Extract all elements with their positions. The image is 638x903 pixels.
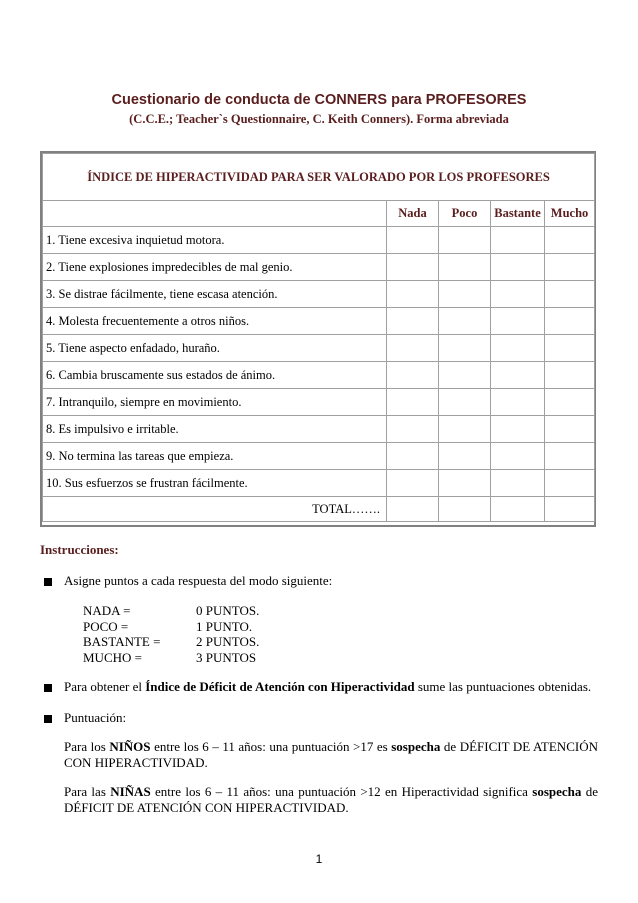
answer-cell-mucho[interactable] bbox=[545, 389, 595, 416]
answer-cell-nada[interactable] bbox=[387, 227, 439, 254]
answer-cell-nada[interactable] bbox=[387, 335, 439, 362]
table-header-row bbox=[43, 154, 595, 201]
text-segment: sume las puntuaciones obtenidas. bbox=[414, 679, 592, 694]
total-row bbox=[43, 497, 595, 522]
square-bullet-icon bbox=[44, 715, 52, 723]
text-segment: de DÉFICIT DE ATENCIÓN CON HIPERACTIVIDAD. bbox=[64, 784, 598, 815]
scale-value: 0 PUNTOS. bbox=[196, 603, 260, 618]
answer-cell-bastante[interactable] bbox=[491, 416, 545, 443]
item-label: 7. Intranquilo, siempre en movimiento. bbox=[43, 389, 387, 416]
document-title: Cuestionario de conducta de CONNERS para PROFESORES bbox=[111, 92, 527, 108]
answer-cell-poco[interactable] bbox=[439, 254, 491, 281]
item-label: 5. Tiene aspecto enfadado, huraño. bbox=[43, 335, 387, 362]
answer-cell-nada[interactable] bbox=[387, 308, 439, 335]
answer-cell-bastante[interactable] bbox=[491, 389, 545, 416]
answer-cell-nada[interactable] bbox=[387, 389, 439, 416]
table-row bbox=[43, 227, 595, 254]
item-label: 3. Se distrae fácilmente, tiene escasa atención. bbox=[43, 281, 387, 308]
answer-cell-mucho[interactable] bbox=[545, 281, 595, 308]
answer-cell-bastante[interactable] bbox=[491, 308, 545, 335]
table-row bbox=[43, 362, 595, 389]
square-bullet-icon bbox=[44, 684, 52, 692]
answer-cell-nada[interactable] bbox=[387, 254, 439, 281]
boys-scoring-paragraph bbox=[64, 739, 598, 771]
answer-cell-bastante[interactable] bbox=[491, 281, 545, 308]
document-subtitle: (C.C.E.; Teacher`s Questionnaire, C. Keith Conners). Forma abreviada bbox=[129, 112, 509, 126]
answer-cell-bastante[interactable] bbox=[491, 470, 545, 497]
item-label: 2. Tiene explosiones impredecibles de mal genio. bbox=[43, 254, 387, 281]
column-header-nada: Nada bbox=[387, 201, 439, 227]
boys-label-bold: NIÑOS bbox=[109, 739, 151, 754]
answer-cell-nada[interactable] bbox=[387, 281, 439, 308]
answer-cell-mucho[interactable] bbox=[545, 443, 595, 470]
scale-value: 3 PUNTOS bbox=[196, 649, 257, 665]
answer-cell-bastante[interactable] bbox=[491, 443, 545, 470]
answer-cell-mucho[interactable] bbox=[545, 416, 595, 443]
answer-cell-nada[interactable] bbox=[387, 416, 439, 443]
questionnaire-table bbox=[42, 153, 595, 522]
table-row bbox=[43, 443, 595, 470]
column-header-empty bbox=[43, 201, 387, 227]
scale-row bbox=[83, 603, 259, 619]
answer-cell-mucho[interactable] bbox=[545, 470, 595, 497]
answer-cell-mucho[interactable] bbox=[545, 308, 595, 335]
total-cell-mucho[interactable] bbox=[545, 497, 595, 522]
total-label: TOTAL……. bbox=[43, 497, 387, 522]
answer-cell-poco[interactable] bbox=[439, 227, 491, 254]
answer-cell-nada[interactable] bbox=[387, 470, 439, 497]
column-header-bastante: Bastante bbox=[491, 201, 545, 227]
table-row bbox=[43, 389, 595, 416]
table-row bbox=[43, 470, 595, 497]
text-segment: de DÉFICIT DE ATENCIÓN CON HIPERACTIVIDAD. bbox=[64, 739, 598, 770]
answer-cell-poco[interactable] bbox=[439, 470, 491, 497]
answer-cell-bastante[interactable] bbox=[491, 254, 545, 281]
answer-cell-poco[interactable] bbox=[439, 308, 491, 335]
answer-cell-bastante[interactable] bbox=[491, 335, 545, 362]
suspicion-bold: sospecha bbox=[532, 784, 582, 799]
page-number: 1 bbox=[315, 852, 323, 866]
suspicion-bold: sospecha bbox=[391, 739, 441, 754]
text-segment: entre los 6 – 11 años: una puntuación >17 es bbox=[150, 739, 392, 754]
answer-cell-nada[interactable] bbox=[387, 443, 439, 470]
table-header: ÍNDICE DE HIPERACTIVIDAD PARA SER VALORADO POR LOS PROFESORES bbox=[43, 154, 595, 201]
scale-value: 1 PUNTO. bbox=[196, 618, 253, 634]
index-name-bold: Índice de Déficit de Atención con Hiperactividad bbox=[145, 679, 415, 694]
girls-scoring-paragraph bbox=[64, 784, 598, 816]
answer-cell-mucho[interactable] bbox=[545, 362, 595, 389]
scale-row bbox=[83, 634, 259, 650]
total-cell-bastante[interactable] bbox=[491, 497, 545, 522]
answer-cell-bastante[interactable] bbox=[491, 227, 545, 254]
scale-row bbox=[83, 650, 259, 666]
answer-cell-poco[interactable] bbox=[439, 443, 491, 470]
table-row bbox=[43, 281, 595, 308]
scale-value: 2 PUNTOS. bbox=[196, 634, 260, 649]
instruction-scoring: Puntuación: bbox=[64, 710, 127, 725]
column-header-poco: Poco bbox=[439, 201, 491, 227]
questionnaire-table-frame bbox=[40, 151, 596, 527]
item-label: 9. No termina las tareas que empieza. bbox=[43, 443, 387, 470]
table-row bbox=[43, 416, 595, 443]
answer-cell-bastante[interactable] bbox=[491, 362, 545, 389]
text-segment: Para las bbox=[64, 784, 111, 799]
answer-cell-mucho[interactable] bbox=[545, 254, 595, 281]
item-label: 6. Cambia bruscamente sus estados de ánimo. bbox=[43, 362, 387, 389]
scale-key: NADA = bbox=[83, 603, 131, 618]
instruction-assign-points: Asigne puntos a cada respuesta del modo siguiente: bbox=[64, 573, 333, 588]
girls-label-bold: NIÑAS bbox=[110, 784, 151, 799]
text-segment: entre los 6 – 11 años: una puntuación >12 en Hiperactividad significa bbox=[150, 784, 533, 799]
item-label: 4. Molesta frecuentemente a otros niños. bbox=[43, 308, 387, 335]
answer-cell-poco[interactable] bbox=[439, 389, 491, 416]
item-label: 8. Es impulsivo e irritable. bbox=[43, 416, 387, 443]
text-segment: Para los bbox=[64, 739, 110, 754]
answer-cell-poco[interactable] bbox=[439, 335, 491, 362]
answer-cell-mucho[interactable] bbox=[545, 335, 595, 362]
instruction-sum-index bbox=[64, 679, 591, 695]
total-cell-poco[interactable] bbox=[439, 497, 491, 522]
item-label: 10. Sus esfuerzos se frustran fácilmente. bbox=[43, 470, 387, 497]
table-row bbox=[43, 308, 595, 335]
total-cell-nada[interactable] bbox=[387, 497, 439, 522]
column-header-row bbox=[43, 201, 595, 227]
scale-row bbox=[83, 619, 259, 635]
text-segment: Para obtener el bbox=[64, 679, 146, 694]
item-label: 1. Tiene excesiva inquietud motora. bbox=[43, 227, 387, 254]
points-scale bbox=[83, 603, 259, 665]
scale-key: MUCHO = bbox=[83, 649, 142, 665]
table-row bbox=[43, 254, 595, 281]
answer-cell-poco[interactable] bbox=[439, 281, 491, 308]
answer-cell-poco[interactable] bbox=[439, 416, 491, 443]
square-bullet-icon bbox=[44, 578, 52, 586]
table-row bbox=[43, 335, 595, 362]
instructions-title: Instrucciones: bbox=[40, 542, 119, 557]
answer-cell-mucho[interactable] bbox=[545, 227, 595, 254]
column-header-mucho: Mucho bbox=[545, 201, 595, 227]
scale-key: BASTANTE = bbox=[83, 634, 161, 649]
scale-key: POCO = bbox=[83, 618, 129, 634]
answer-cell-nada[interactable] bbox=[387, 362, 439, 389]
answer-cell-poco[interactable] bbox=[439, 362, 491, 389]
